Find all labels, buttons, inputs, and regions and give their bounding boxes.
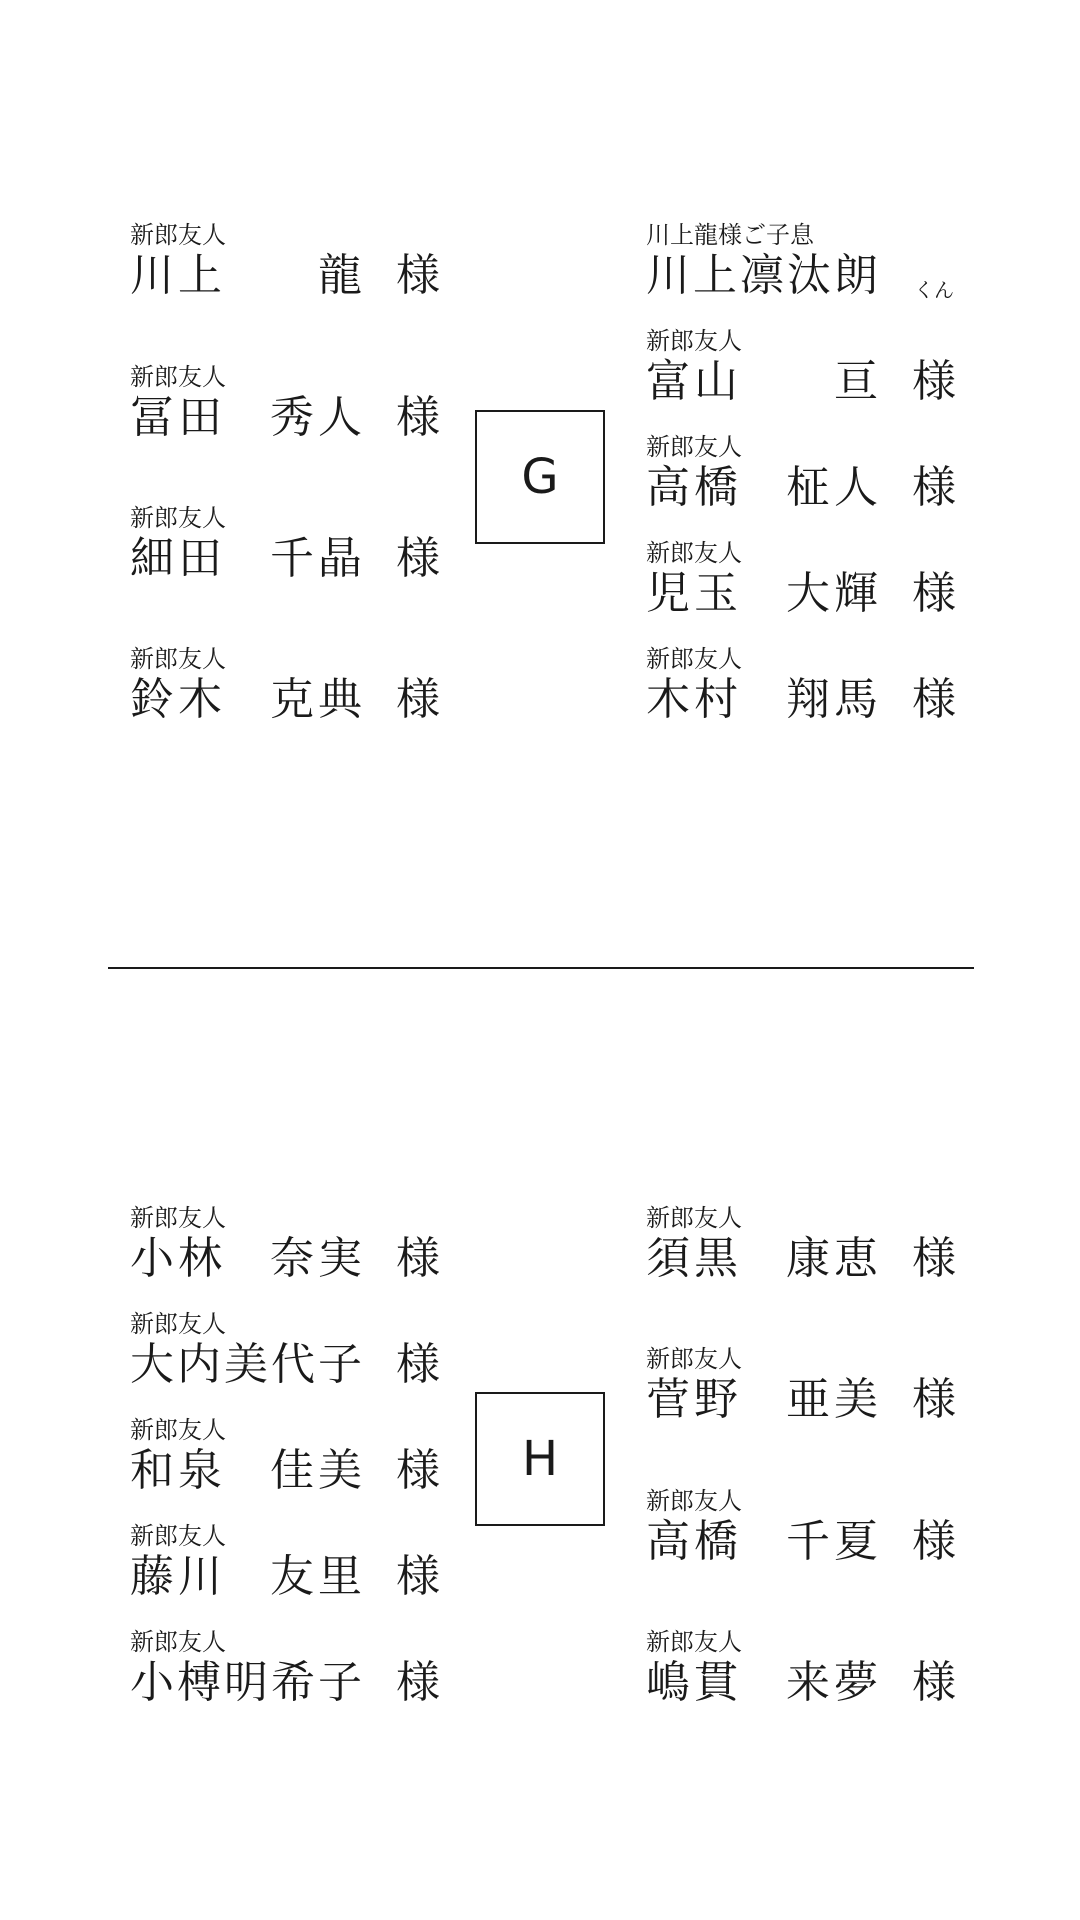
guest-relation: 新郎友人 bbox=[130, 1416, 226, 1444]
guest-surname: 川上 bbox=[130, 250, 226, 301]
guest-relation: 新郎友人 bbox=[130, 221, 226, 249]
guest-surname: 冨田 bbox=[130, 392, 226, 443]
guest-h-right-2 bbox=[646, 1346, 956, 1430]
guest-h-right-3 bbox=[646, 1488, 956, 1572]
guest-g-left-3 bbox=[130, 505, 440, 589]
guest-given-name: 龍 bbox=[318, 250, 366, 301]
guest-relation: 新郎友人 bbox=[130, 1204, 226, 1232]
table-label: G bbox=[521, 449, 559, 505]
guest-honorific: くん bbox=[914, 278, 954, 302]
guest-given-name: 友里 bbox=[270, 1551, 366, 1602]
section-divider bbox=[108, 967, 974, 969]
guest-g-right-1 bbox=[646, 222, 956, 306]
guest-given-name: 亘 bbox=[834, 356, 882, 407]
guest-g-right-3 bbox=[646, 434, 956, 518]
guest-honorific: 様 bbox=[396, 1445, 440, 1496]
guest-honorific: 様 bbox=[912, 462, 956, 513]
guest-h-left-5 bbox=[130, 1629, 440, 1713]
guest-h-left-3 bbox=[130, 1417, 440, 1501]
guest-given-name: 千夏 bbox=[786, 1516, 882, 1567]
guest-relation: 新郎友人 bbox=[646, 1628, 742, 1656]
guest-h-right-4 bbox=[646, 1629, 956, 1713]
guest-relation: 新郎友人 bbox=[646, 645, 742, 673]
guest-given-name: 亜美 bbox=[786, 1374, 882, 1425]
guest-relation: 新郎友人 bbox=[130, 1522, 226, 1550]
guest-full-name: 小榑明希子 bbox=[130, 1657, 365, 1708]
guest-given-name: 来夢 bbox=[786, 1657, 882, 1708]
guest-surname: 富山 bbox=[646, 356, 742, 407]
guest-honorific: 様 bbox=[396, 674, 440, 725]
guest-surname: 鈴木 bbox=[130, 674, 226, 725]
guest-honorific: 様 bbox=[912, 1657, 956, 1708]
guest-honorific: 様 bbox=[912, 1374, 956, 1425]
table-label-box bbox=[475, 410, 605, 544]
guest-honorific: 様 bbox=[396, 1339, 440, 1390]
guest-honorific: 様 bbox=[912, 1516, 956, 1567]
guest-given-name: 千晶 bbox=[270, 533, 366, 584]
table-label: H bbox=[521, 1431, 559, 1487]
guest-honorific: 様 bbox=[396, 392, 440, 443]
guest-surname: 小林 bbox=[130, 1233, 226, 1284]
guest-given-name: 奈実 bbox=[270, 1233, 366, 1284]
guest-h-left-1 bbox=[130, 1205, 440, 1289]
guest-relation: 新郎友人 bbox=[646, 327, 742, 355]
guest-honorific: 様 bbox=[396, 1657, 440, 1708]
guest-surname: 高橋 bbox=[646, 462, 742, 513]
guest-honorific: 様 bbox=[912, 356, 956, 407]
guest-g-left-2 bbox=[130, 364, 440, 448]
guest-surname: 木村 bbox=[646, 674, 742, 725]
guest-full-name: 川上凛汰朗 bbox=[646, 250, 881, 301]
guest-given-name: 大輝 bbox=[786, 568, 882, 619]
table-label-box bbox=[475, 1392, 605, 1526]
guest-h-right-1 bbox=[646, 1205, 956, 1289]
guest-honorific: 様 bbox=[396, 1551, 440, 1602]
guest-relation: 新郎友人 bbox=[130, 363, 226, 391]
guest-relation: 新郎友人 bbox=[646, 1345, 742, 1373]
guest-surname: 高橋 bbox=[646, 1516, 742, 1567]
guest-g-right-5 bbox=[646, 646, 956, 730]
guest-relation: 新郎友人 bbox=[646, 539, 742, 567]
guest-g-left-4 bbox=[130, 646, 440, 730]
guest-surname: 和泉 bbox=[130, 1445, 226, 1496]
guest-g-left-1 bbox=[130, 222, 440, 306]
guest-given-name: 佳美 bbox=[270, 1445, 366, 1496]
guest-relation: 新郎友人 bbox=[130, 1628, 226, 1656]
guest-given-name: 柾人 bbox=[786, 462, 882, 513]
guest-h-left-4 bbox=[130, 1523, 440, 1607]
guest-honorific: 様 bbox=[912, 674, 956, 725]
guest-h-left-2 bbox=[130, 1311, 440, 1395]
guest-given-name: 秀人 bbox=[270, 392, 366, 443]
guest-honorific: 様 bbox=[912, 1233, 956, 1284]
guest-surname: 菅野 bbox=[646, 1374, 742, 1425]
guest-relation: 新郎友人 bbox=[130, 645, 226, 673]
guest-honorific: 様 bbox=[396, 1233, 440, 1284]
guest-relation: 新郎友人 bbox=[646, 1204, 742, 1232]
guest-relation: 新郎友人 bbox=[646, 433, 742, 461]
guest-full-name: 大内美代子 bbox=[130, 1339, 365, 1390]
guest-honorific: 様 bbox=[912, 568, 956, 619]
guest-relation: 川上龍様ご子息 bbox=[646, 221, 814, 249]
guest-surname: 児玉 bbox=[646, 568, 742, 619]
guest-relation: 新郎友人 bbox=[130, 1310, 226, 1338]
guest-surname: 嶋貫 bbox=[646, 1657, 742, 1708]
guest-surname: 藤川 bbox=[130, 1551, 226, 1602]
guest-relation: 新郎友人 bbox=[646, 1487, 742, 1515]
guest-given-name: 康恵 bbox=[786, 1233, 882, 1284]
guest-honorific: 様 bbox=[396, 533, 440, 584]
guest-honorific: 様 bbox=[396, 250, 440, 301]
guest-relation: 新郎友人 bbox=[130, 504, 226, 532]
guest-surname: 細田 bbox=[130, 533, 226, 584]
guest-g-right-2 bbox=[646, 328, 956, 412]
guest-g-right-4 bbox=[646, 540, 956, 624]
guest-given-name: 克典 bbox=[270, 674, 366, 725]
guest-surname: 須黒 bbox=[646, 1233, 742, 1284]
guest-given-name: 翔馬 bbox=[786, 674, 882, 725]
